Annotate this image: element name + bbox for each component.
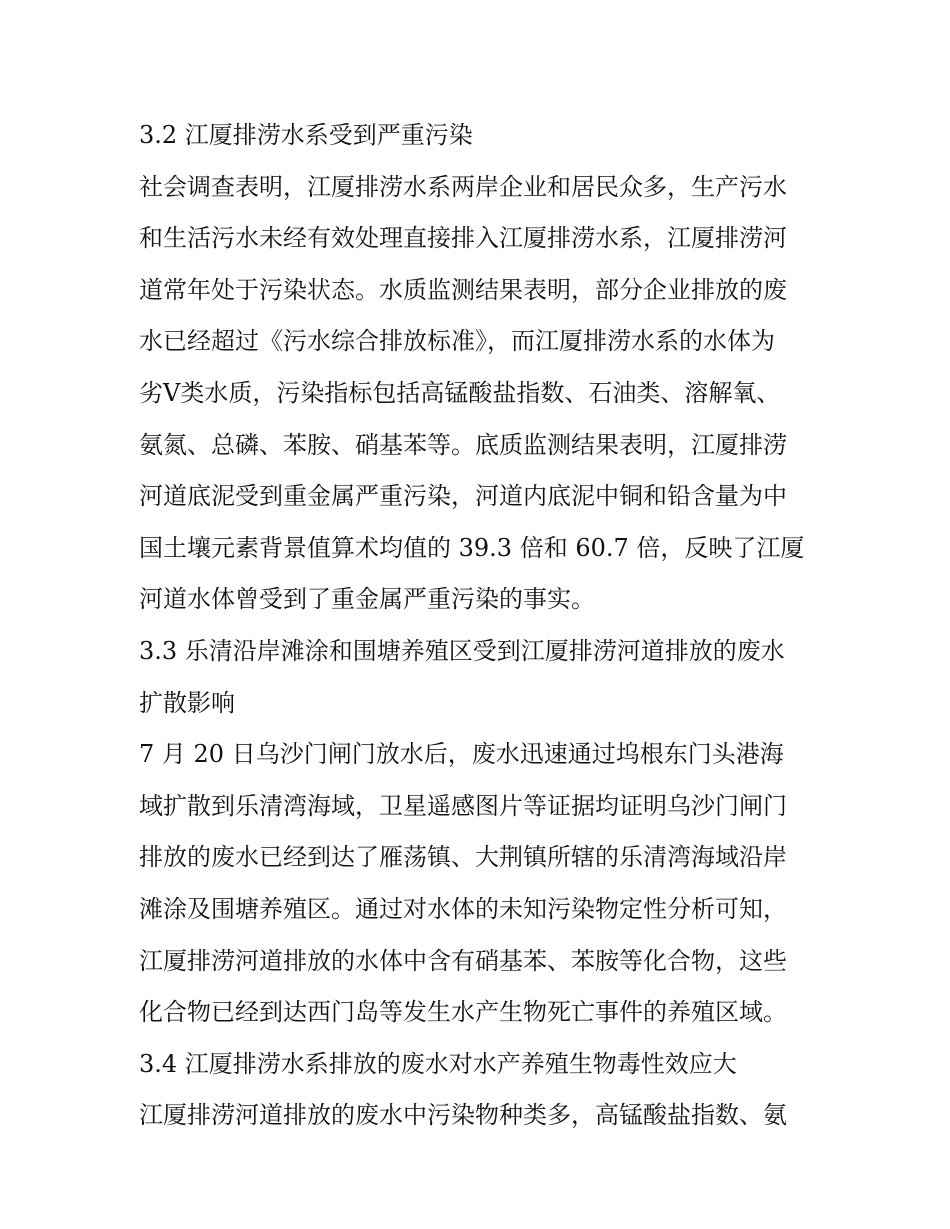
paragraph-line: 水已经超过《污水综合排放标准》，而江厦排涝水系的水体为: [139, 327, 775, 356]
paragraph-line: 江厦排涝河道排放的废水中污染物种类多，高锰酸盐指数、氨: [139, 1101, 787, 1130]
section-heading-3-3: 3.3 乐清沿岸滩涂和围塘养殖区受到江厦排涝河道排放的废水: [139, 636, 785, 665]
paragraph-line: 道常年处于污染状态。水质监测结果表明，部分企业排放的废: [139, 275, 787, 304]
document-body: [139, 110, 819, 1142]
paragraph-line: 氨氮、总磷、苯胺、硝基苯等。底质监测结果表明，江厦排涝: [139, 430, 787, 459]
paragraph-line: 域扩散到乐清湾海域，卫星遥感图片等证据均证明乌沙门闸门: [139, 791, 787, 820]
paragraph-line: 和生活污水未经有效处理直接排入江厦排涝水系，江厦排涝河: [139, 224, 787, 253]
paragraph-line: 排放的废水已经到达了雁荡镇、大荆镇所辖的乐清湾海域沿岸: [139, 843, 787, 872]
paragraph-line: 河道水体曾受到了重金属严重污染的事实。: [139, 585, 595, 614]
section-heading-3-3-cont: 扩散影响: [139, 688, 235, 717]
section-heading-3-2: 3.2 江厦排涝水系受到严重污染: [139, 121, 473, 149]
paragraph-line: 社会调查表明，江厦排涝水系两岸企业和居民众多，生产污水: [139, 172, 787, 201]
paragraph-line: 化合物已经到达西门岛等发生水产生物死亡事件的养殖区域。: [139, 998, 787, 1027]
paragraph-line: 河道底泥受到重金属严重污染，河道内底泥中铜和铅含量为中: [139, 482, 787, 511]
paragraph-line: 7 月 20 日乌沙门闸门放水后，废水迅速通过坞根东门头港海: [139, 740, 784, 769]
paragraph-line: 滩涂及围塘养殖区。通过对水体的未知污染物定性分析可知，: [139, 894, 787, 923]
paragraph-line: 国土壤元素背景值算术均值的 39.3 倍和 60.7 倍，反映了江厦: [139, 533, 805, 562]
section-heading-3-4: 3.4 江厦排涝水系排放的废水对水产养殖生物毒性效应大: [139, 1049, 737, 1078]
paragraph-line: 江厦排涝河道排放的水体中含有硝基苯、苯胺等化合物，这些: [139, 946, 787, 975]
paragraph-line: 劣Ⅴ类水质，污染指标包括高锰酸盐指数、石油类、溶解氧、: [139, 378, 781, 407]
